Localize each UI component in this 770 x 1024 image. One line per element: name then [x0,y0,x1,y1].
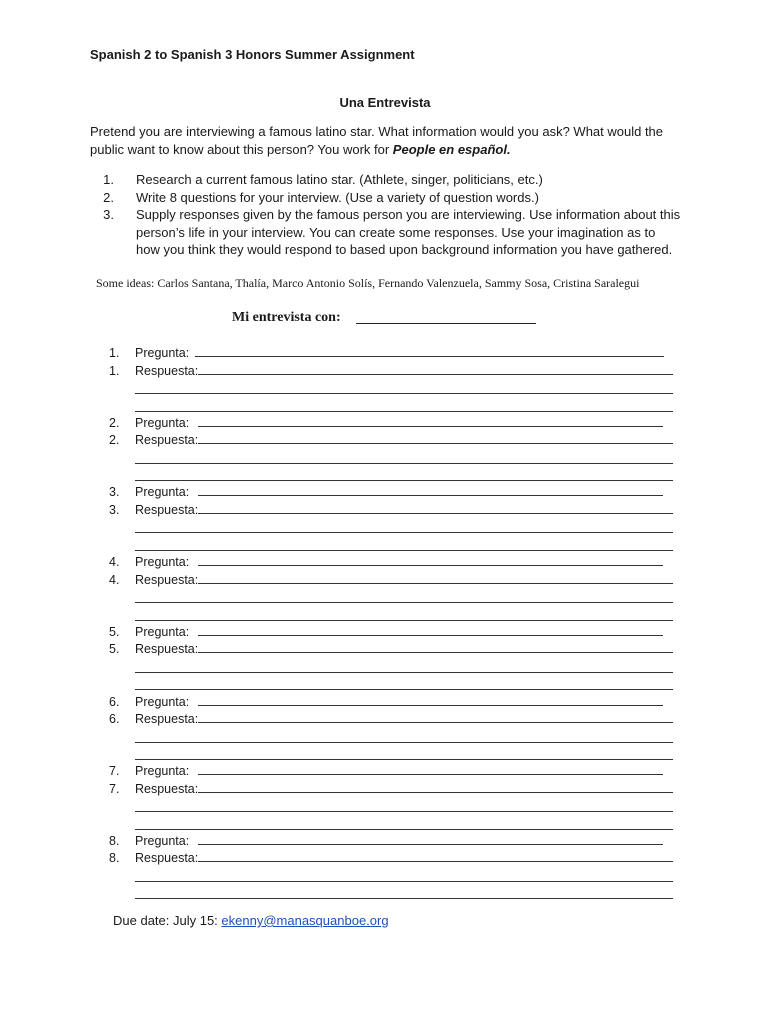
intro-paragraph [90,123,690,159]
pregunta-label: Pregunta: [135,555,190,570]
pregunta-row [109,415,663,430]
respuesta-label: Respuesta: [135,781,199,796]
pregunta-row [109,554,663,569]
respuesta-extra-line[interactable] [135,602,673,603]
pregunta-number: 5. [109,624,120,639]
pregunta-row [109,694,663,709]
pregunta-row [109,833,663,848]
due-label: Due date: July 15: [113,913,218,928]
respuesta-answer-line[interactable] [198,792,673,793]
pregunta-answer-line[interactable] [195,356,664,357]
pregunta-label: Pregunta: [135,624,190,639]
respuesta-row [109,572,673,587]
respuesta-label: Respuesta: [135,712,199,726]
respuesta-extra-line[interactable] [135,881,673,882]
ideas-line: Some ideas: Carlos Santana, Thalía, Marco Antonio Solís, Fernando Valenzuela, Sammy Sosa, Cristina Saralegui [96,276,640,290]
respuesta-row [109,363,673,378]
respuesta-answer-line[interactable] [198,583,673,584]
respuesta-answer-line[interactable] [198,443,673,444]
pregunta-answer-line[interactable] [198,774,663,775]
respuesta-label: Respuesta: [135,572,199,587]
instruction-text: Research a current famous latino star. (Athlete, singer, politicians, etc.) [136,172,543,187]
respuesta-answer-line[interactable] [198,861,673,862]
respuesta-extra-line[interactable] [135,898,673,899]
email-link[interactable]: ekenny@manasquanboe.org [221,913,389,928]
instruction-number: 2. [103,189,114,205]
pregunta-label: Pregunta: [135,833,190,848]
respuesta-extra-line[interactable] [135,829,673,830]
pregunta-number: 7. [109,764,120,779]
pregunta-row [109,763,663,778]
pregunta-number: 1. [109,346,120,360]
pregunta-label: Pregunta: [135,346,190,360]
pregunta-number: 8. [109,833,120,848]
respuesta-label: Respuesta: [135,642,199,657]
instruction-number: 1. [103,172,114,187]
respuesta-number: 1. [109,363,120,378]
respuesta-extra-line[interactable] [135,759,673,760]
respuesta-number: 2. [109,433,120,448]
respuesta-extra-line[interactable] [135,532,673,533]
instruction-item [90,189,681,207]
section-heading: Una Entrevista [339,95,431,110]
pregunta-row [109,624,663,639]
pregunta-answer-line[interactable] [198,844,663,845]
respuesta-extra-line[interactable] [135,411,673,412]
instruction-list [90,171,681,259]
respuesta-extra-line[interactable] [135,480,673,481]
document-title: Spanish 2 to Spanish 3 Honors Summer Assignment [90,47,415,62]
respuesta-answer-line[interactable] [198,722,673,723]
respuesta-number: 3. [109,502,120,517]
pregunta-number: 2. [109,415,120,430]
respuesta-row [109,641,673,656]
pregunta-row [109,484,663,499]
respuesta-label: Respuesta: [135,851,199,866]
respuesta-extra-line[interactable] [135,393,673,394]
respuesta-answer-line[interactable] [198,513,673,514]
respuesta-answer-line[interactable] [198,374,673,375]
pregunta-number: 6. [109,694,120,709]
respuesta-number: 7. [109,781,120,796]
pregunta-label: Pregunta: [135,694,190,709]
respuesta-row [109,850,673,865]
respuesta-extra-line[interactable] [135,550,673,551]
pregunta-answer-line[interactable] [198,705,663,706]
pregunta-label: Pregunta: [135,415,190,430]
pregunta-answer-line[interactable] [198,635,663,636]
instruction-item [90,171,681,189]
pregunta-number: 4. [109,555,120,570]
respuesta-extra-line[interactable] [135,811,673,812]
pregunta-answer-line[interactable] [198,426,663,427]
respuesta-row [109,711,673,726]
respuesta-number: 8. [109,851,120,866]
respuesta-extra-line[interactable] [135,463,673,464]
instruction-text: Write 8 questions for your interview. (Use a variety of question words.) [136,189,539,205]
respuesta-number: 5. [109,642,120,657]
respuesta-extra-line[interactable] [135,620,673,621]
respuesta-row [109,432,673,447]
respuesta-label: Respuesta: [135,433,199,448]
interview-label: Mi entrevista con: [232,310,341,325]
due-date [113,913,389,928]
pregunta-row [109,345,664,360]
respuesta-extra-line[interactable] [135,672,673,673]
interviewee-blank-line[interactable] [356,323,536,324]
respuesta-answer-line[interactable] [198,652,673,653]
pregunta-label: Pregunta: [135,764,190,779]
respuesta-extra-line[interactable] [135,742,673,743]
pregunta-answer-line[interactable] [198,495,663,496]
magazine-name: People en español. [392,142,511,157]
pregunta-number: 3. [109,485,120,500]
respuesta-extra-line[interactable] [135,689,673,690]
pregunta-answer-line[interactable] [198,565,663,566]
instruction-item [90,206,681,259]
instruction-number: 3. [103,207,114,222]
instruction-text: Supply responses given by the famous person you are interviewing. Use information about this person’s life in your interview. You can create some responses. Use your imagination as to how you think they would respond to based upon background information you have gathered. [136,207,681,257]
intro-text: Pretend you are interviewing a famous latino star. What information would you ask? What would the public want to know about this person? You work for [90,124,664,157]
respuesta-label: Respuesta: [135,502,199,517]
pregunta-label: Pregunta: [135,485,190,500]
respuesta-label: Respuesta: [135,363,199,378]
respuesta-number: 4. [109,572,120,587]
respuesta-row [109,502,673,517]
respuesta-row [109,781,673,796]
respuesta-number: 6. [109,712,120,726]
